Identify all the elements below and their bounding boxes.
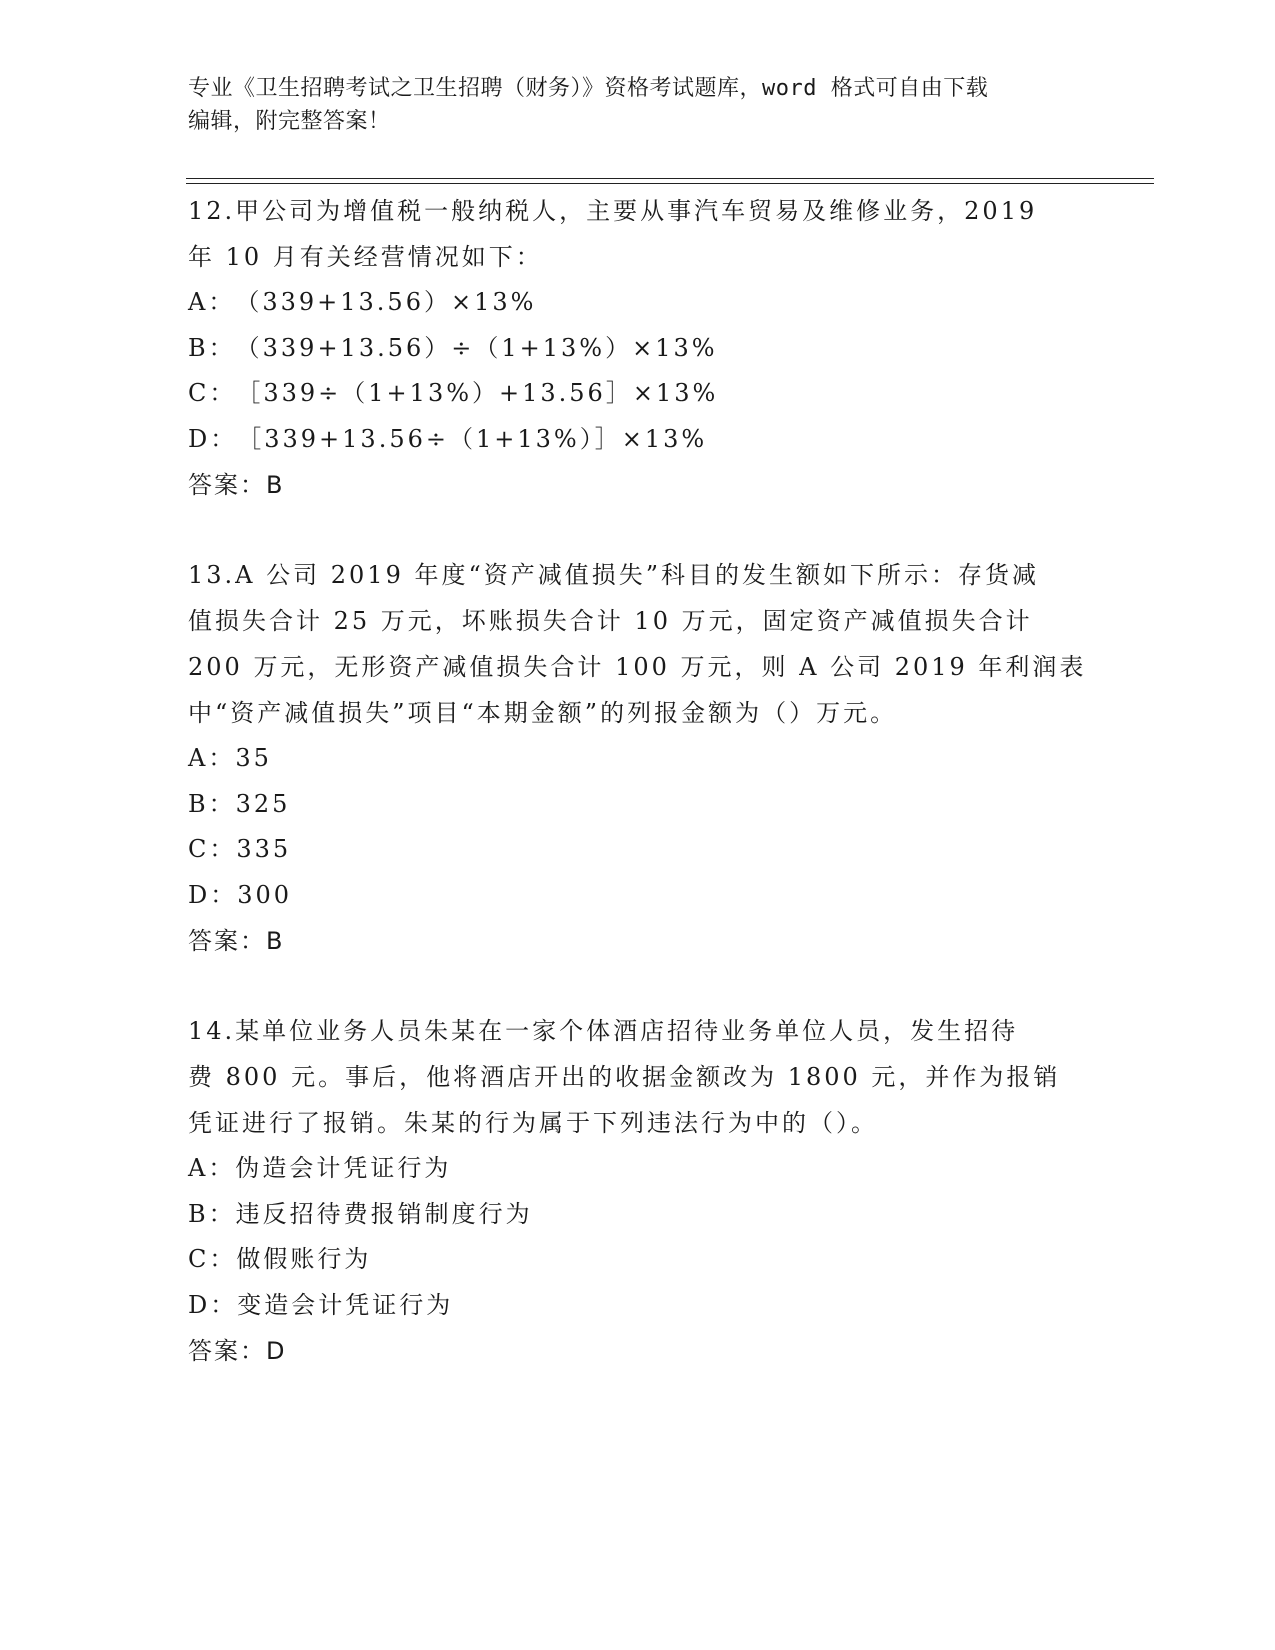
option-key: D： — [188, 1290, 238, 1319]
answer-label: 答案：D — [188, 1337, 287, 1365]
option-text: 做假账行为 — [236, 1245, 372, 1273]
answer-label: 答案：B — [188, 471, 285, 499]
question-text — [188, 552, 1088, 736]
option-text: 伪造会计凭证行为 — [235, 1154, 452, 1182]
option-c — [188, 371, 1088, 417]
option-c — [188, 827, 1088, 873]
option-key: D： — [188, 424, 238, 453]
option-key: A： — [188, 1154, 236, 1182]
header-line-2: 编辑，附完整答案！ — [188, 109, 391, 134]
question-spacer — [188, 964, 1088, 1008]
question-text-line: 年 10 月有关经营情况如下： — [188, 243, 543, 271]
option-text: （339+13.56）×13% — [235, 288, 537, 316]
question-text-line: 200 万元，无形资产减值损失合计 100 万元，则 A 公司 2019 年利润表 — [188, 653, 1087, 681]
option-b — [188, 326, 1088, 372]
question-list — [188, 188, 1088, 1374]
option-c — [188, 1237, 1088, 1283]
option-key: C： — [188, 379, 237, 407]
header-divider-top — [186, 178, 1154, 179]
question-12 — [188, 188, 1088, 508]
option-text: 325 — [235, 789, 291, 818]
option-text: 违反招待费报销制度行为 — [235, 1199, 533, 1228]
question-spacer — [188, 508, 1088, 552]
option-key: B： — [188, 1199, 236, 1228]
option-text: ［339+13.56÷（1+13%）］×13% — [237, 424, 708, 453]
document-header — [188, 72, 1068, 138]
option-a — [188, 1146, 1088, 1192]
option-key: A： — [188, 744, 236, 772]
option-text: ［339÷（1+13%）+13.56］×13% — [236, 379, 719, 407]
answer-label: 答案：B — [188, 927, 285, 955]
header-line-1: 专业《卫生招聘考试之卫生招聘（财务）》资格考试题库，word 格式可自由下载 — [188, 76, 989, 101]
option-d — [188, 417, 1088, 463]
option-key: B： — [188, 789, 236, 818]
option-a — [188, 736, 1088, 782]
option-text: 变造会计凭证行为 — [237, 1290, 454, 1319]
option-text: 35 — [235, 744, 272, 772]
question-text-line: 凭证进行了报销。朱某的行为属于下列违法行为中的（）。 — [188, 1109, 878, 1137]
option-d — [188, 873, 1088, 919]
option-b — [188, 1192, 1088, 1238]
option-key: D： — [188, 880, 238, 909]
question-text-line: 中“资产减值损失”项目“本期金额”的列报金额为（）万元。 — [188, 699, 898, 727]
option-text: （339+13.56）÷（1+13%）×13% — [235, 333, 718, 362]
option-a — [188, 280, 1088, 326]
option-key: C： — [188, 835, 237, 863]
question-13 — [188, 552, 1088, 964]
question-text-line: 14.某单位业务人员朱某在一家个体酒店招待业务单位人员，发生招待 — [188, 1017, 1019, 1045]
question-14 — [188, 1008, 1088, 1374]
question-text-line: 13.A 公司 2019 年度“资产减值损失”科目的发生额如下所示：存货减 — [188, 561, 1040, 589]
option-key: A： — [188, 288, 236, 316]
option-key: B： — [188, 333, 236, 362]
question-text-line: 费 800 元。事后，他将酒店开出的收据金额改为 1800 元，并作为报销 — [188, 1063, 1061, 1091]
option-key: C： — [188, 1245, 237, 1273]
option-d — [188, 1283, 1088, 1329]
option-text: 300 — [237, 880, 293, 909]
question-text-line: 12.甲公司为增值税一般纳税人，主要从事汽车贸易及维修业务，2019 — [188, 197, 1038, 225]
option-text: 335 — [236, 835, 292, 863]
question-text — [188, 1008, 1088, 1146]
question-text-line: 值损失合计 25 万元，坏账损失合计 10 万元，固定资产减值损失合计 — [188, 607, 1033, 635]
option-b — [188, 782, 1088, 828]
question-text — [188, 188, 1088, 280]
header-divider-bottom — [186, 183, 1154, 184]
